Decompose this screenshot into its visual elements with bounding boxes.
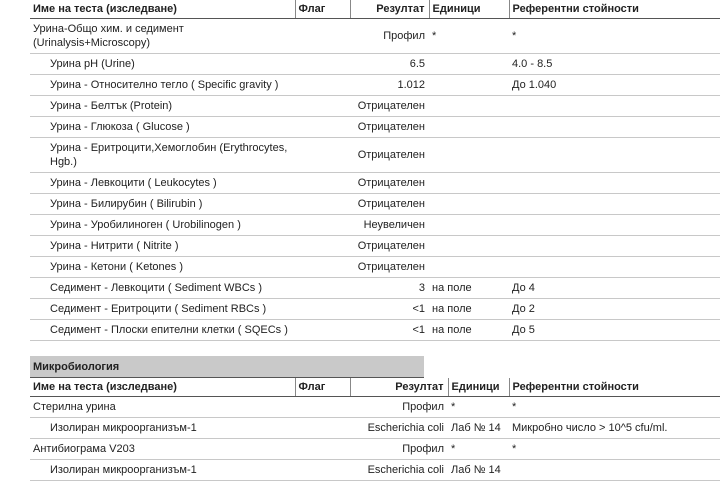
test-units [429, 54, 509, 75]
col-header-result: Резултат [350, 0, 429, 19]
test-name: Урина - Левкоцити ( Leukocytes ) [30, 173, 295, 194]
urinalysis-table [30, 0, 720, 341]
table-row [30, 299, 720, 320]
test-name: Урина - Еритроцити,Хемоглобин (Erythrocytes, Hgb.) [30, 138, 295, 173]
test-flag [295, 299, 350, 320]
test-name: Урина pH (Urine) [30, 54, 295, 75]
test-name: Урина - Относително тегло ( Specific gravity ) [30, 75, 295, 96]
test-result: 1.012 [350, 75, 429, 96]
test-ref: До 4 [509, 278, 720, 299]
test-ref: До 1.040 [509, 75, 720, 96]
test-name: Урина-Общо хим. и седимент (Urinalysis+Microscopy) [30, 19, 295, 54]
test-result: Отрицателен [350, 257, 429, 278]
test-units: на поле [429, 320, 509, 341]
test-result: Профил [350, 439, 448, 460]
table-row [30, 460, 720, 481]
test-units [429, 75, 509, 96]
test-result: Escherichia coli [350, 460, 448, 481]
test-result: Профил [350, 19, 429, 54]
test-units [429, 173, 509, 194]
test-flag [295, 138, 350, 173]
table-row [30, 320, 720, 341]
test-name: Урина - Белтък (Protein) [30, 96, 295, 117]
test-units [429, 117, 509, 138]
test-result: Escherichia coli [350, 418, 448, 439]
test-units [429, 215, 509, 236]
table-row [30, 54, 720, 75]
table-header [30, 0, 720, 19]
test-ref: Микробно число > 10^5 cfu/ml. [509, 418, 720, 439]
test-ref [509, 460, 720, 481]
test-units: на поле [429, 278, 509, 299]
test-units: * [429, 19, 509, 54]
test-units: * [448, 439, 509, 460]
test-flag [295, 278, 350, 299]
table-row [30, 19, 720, 54]
test-name: Антибиограма V203 [30, 439, 295, 460]
test-result: Профил [350, 397, 448, 418]
test-flag [295, 418, 350, 439]
test-flag [295, 439, 350, 460]
test-units: * [448, 397, 509, 418]
col-header-flag: Флаг [295, 378, 350, 397]
test-ref [509, 138, 720, 173]
test-ref: * [509, 439, 720, 460]
test-units [429, 236, 509, 257]
section-title-microbiology: Микробиология [30, 356, 424, 378]
table-header [30, 378, 720, 397]
test-units: Лаб № 14 [448, 418, 509, 439]
test-ref [509, 215, 720, 236]
table-row [30, 117, 720, 138]
col-header-units: Единици [429, 0, 509, 19]
test-flag [295, 194, 350, 215]
test-ref [509, 117, 720, 138]
table-row [30, 418, 720, 439]
test-result: Отрицателен [350, 117, 429, 138]
table-row [30, 173, 720, 194]
col-header-name: Име на теста (изследване) [30, 0, 295, 19]
test-name: Урина - Билирубин ( Bilirubin ) [30, 194, 295, 215]
test-flag [295, 173, 350, 194]
table-row [30, 257, 720, 278]
test-name: Седимент - Левкоцити ( Sediment WBCs ) [30, 278, 295, 299]
test-result: 3 [350, 278, 429, 299]
test-flag [295, 257, 350, 278]
test-flag [295, 215, 350, 236]
test-name: Седимент - Плоски епителни клетки ( SQECs ) [30, 320, 295, 341]
test-ref [509, 257, 720, 278]
test-result: 6.5 [350, 54, 429, 75]
table-row [30, 96, 720, 117]
test-flag [295, 19, 350, 54]
table-row [30, 215, 720, 236]
test-flag [295, 397, 350, 418]
test-result: <1 [350, 299, 429, 320]
table-row [30, 397, 720, 418]
test-flag [295, 75, 350, 96]
test-name: Изолиран микроорганизъм-1 [30, 460, 295, 481]
test-flag [295, 54, 350, 75]
test-name: Изолиран микроорганизъм-1 [30, 418, 295, 439]
table-row [30, 236, 720, 257]
test-ref: До 5 [509, 320, 720, 341]
col-header-flag: Флаг [295, 0, 350, 19]
test-result: Отрицателен [350, 173, 429, 194]
table-row [30, 138, 720, 173]
test-units [429, 257, 509, 278]
test-units [429, 96, 509, 117]
test-ref: 4.0 - 8.5 [509, 54, 720, 75]
test-units [429, 194, 509, 215]
test-result: Неувеличен [350, 215, 429, 236]
table-row [30, 439, 720, 460]
test-flag [295, 236, 350, 257]
col-header-result: Резултат [350, 378, 448, 397]
test-result: Отрицателен [350, 236, 429, 257]
test-ref [509, 194, 720, 215]
test-name: Урина - Глюкоза ( Glucose ) [30, 117, 295, 138]
test-name: Урина - Нитрити ( Nitrite ) [30, 236, 295, 257]
test-name: Седимент - Еритроцити ( Sediment RBCs ) [30, 299, 295, 320]
test-flag [295, 117, 350, 138]
test-name: Стерилна урина [30, 397, 295, 418]
test-name: Урина - Кетони ( Ketones ) [30, 257, 295, 278]
test-ref [509, 173, 720, 194]
test-ref: * [509, 19, 720, 54]
col-header-name: Име на теста (изследване) [30, 378, 295, 397]
col-header-units: Единици [448, 378, 509, 397]
table-row [30, 75, 720, 96]
table-row [30, 278, 720, 299]
test-ref: * [509, 397, 720, 418]
test-flag [295, 96, 350, 117]
test-result: Отрицателен [350, 96, 429, 117]
test-ref [509, 236, 720, 257]
col-header-ref: Референтни стойности [509, 0, 720, 19]
test-name: Урина - Уробилиноген ( Urobilinogen ) [30, 215, 295, 236]
col-header-ref: Референтни стойности [509, 378, 720, 397]
test-flag [295, 320, 350, 341]
microbiology-table [30, 378, 720, 481]
test-units: на поле [429, 299, 509, 320]
test-units: Лаб № 14 [448, 460, 509, 481]
test-units [429, 138, 509, 173]
test-flag [295, 460, 350, 481]
test-result: Отрицателен [350, 194, 429, 215]
test-result: <1 [350, 320, 429, 341]
test-result: Отрицателен [350, 138, 429, 173]
test-ref [509, 96, 720, 117]
test-ref: До 2 [509, 299, 720, 320]
table-row [30, 194, 720, 215]
